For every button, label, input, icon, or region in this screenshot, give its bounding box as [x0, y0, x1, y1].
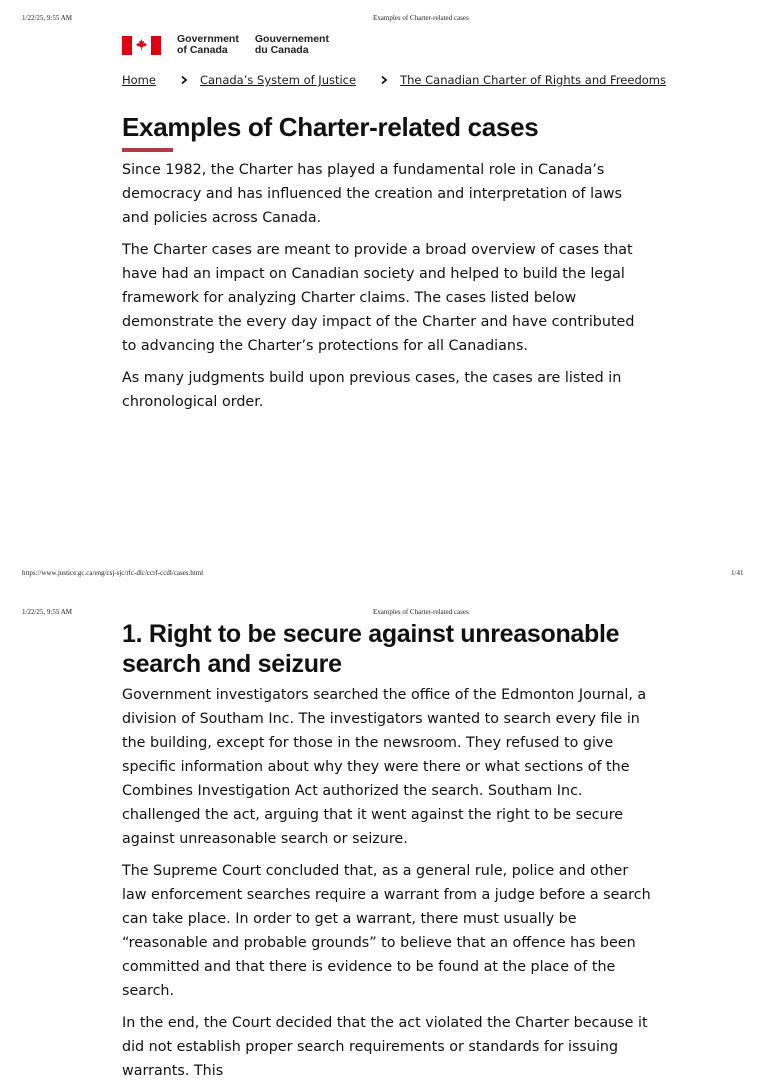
chevron-right-icon [180, 76, 188, 84]
print-page-number: 1/41 [731, 569, 744, 577]
print-doc-title: Examples of Charter-related cases [373, 14, 469, 22]
print-datetime: 1/22/25, 9:55 AM [22, 14, 72, 22]
print-page-2 [0, 597, 768, 1079]
canada-flag-icon [122, 36, 161, 55]
intro-paragraph: The Charter cases are meant to provide a broad overview of cases that have had an impact on Canadian society and helped to build the legal framework for analyzing Charter claims. The cases listed below demonstrate the every day impact of the Charter and have contributed to advancing the Charter’s protections for all Canadians. [122, 242, 635, 354]
intro-paragraph: Since 1982, the Charter has played a fundamental role in Canada’s democracy and has influenced the creation and interpretation of laws and policies across Canada. [122, 162, 623, 226]
section-paragraph: Government investigators searched the office of the Edmonton Journal, a division of Southam Inc. The investigators wanted to search every file in the building, except for those in the newsroom. They refused to give specific information about why they were there or what sections of the Combines Investigation Act authorized the search. Southam Inc. challenged the act, arguing that it went against the right to be secure against unreasonable search or seizure. [122, 687, 647, 847]
section-heading: 1. Right to be secure against unreasonable search and seizure [122, 620, 620, 678]
chevron-right-icon [380, 76, 388, 84]
page-title: Examples of Charter-related cases [122, 112, 539, 142]
section-paragraph: The Supreme Court concluded that, as a general rule, police and other law enforcement searches require a warrant from a judge before a search can take place. In order to get a warrant, there must usually be “reasonable and probable grounds” to believe that an offence has been committed and that there is evidence to be found at the place of the search. [122, 863, 651, 999]
print-doc-title: Examples of Charter-related cases [373, 608, 469, 616]
breadcrumb-link-home[interactable]: Home [122, 73, 156, 87]
intro-section [122, 158, 652, 422]
gc-signature[interactable] [122, 33, 345, 57]
section-paragraph: In the end, the Court decided that the act violated the Charter because it did not establish proper search requirements or standards for issuing warrants. This [122, 1015, 648, 1079]
breadcrumb-link-charter[interactable]: The Canadian Charter of Rights and Freedoms [400, 73, 666, 87]
gc-signature-french: Gouvernement du Canada [254, 33, 329, 56]
intro-paragraph: As many judgments build upon previous cases, the cases are listed in chronological order. [122, 370, 622, 410]
breadcrumb [122, 73, 666, 87]
breadcrumb-link-justice-system[interactable]: Canada’s System of Justice [199, 73, 357, 87]
gc-signature-english: Government of Canada [177, 33, 239, 56]
print-url: https://www.justice.gc.ca/eng/csj-sjc/rfc-dlc/ccrf-ccdl/cases.html [22, 569, 204, 577]
title-underline [122, 148, 173, 152]
case-section-1 [122, 619, 652, 1091]
print-datetime: 1/22/25, 9:55 AM [22, 608, 72, 616]
